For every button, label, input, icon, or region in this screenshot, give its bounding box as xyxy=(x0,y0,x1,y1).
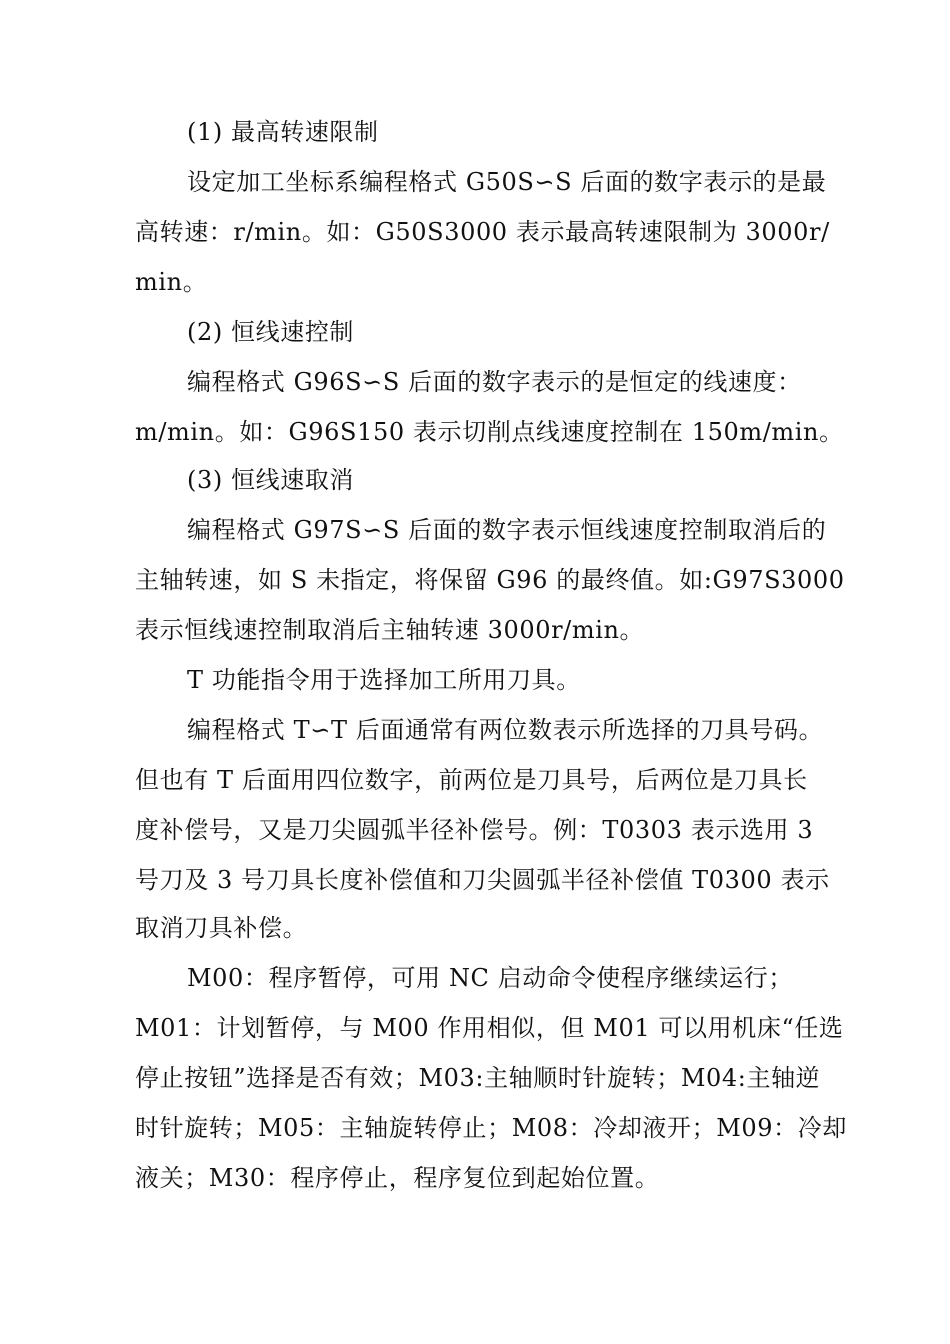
paragraph-line: 液关；M30：程序停止，程序复位到起始位置。 xyxy=(135,1164,660,1192)
paragraph-line: 时针旋转；M05：主轴旋转停止；M08：冷却液开；M09：冷却 xyxy=(135,1114,847,1142)
paragraph-line: 度补偿号，又是刀尖圆弧半径补偿号。例：T0303 表示选用 3 xyxy=(135,816,814,844)
paragraph-line: 高转速：r/min。如：G50S3000 表示最高转速限制为 3000r/ xyxy=(135,218,830,246)
heading-constant-speed-cancel: (3) 恒线速取消 xyxy=(187,466,355,494)
paragraph-line: 停止按钮”选择是否有效；M03:主轴顺时针旋转；M04:主轴逆 xyxy=(135,1064,821,1092)
paragraph-line: 主轴转速，如 S 未指定，将保留 G96 的最终值。如:G97S3000 xyxy=(135,566,845,594)
paragraph-line: 设定加工坐标系编程格式 G50S∽S 后面的数字表示的是最 xyxy=(187,168,827,196)
paragraph-line: 编程格式 T∽T 后面通常有两位数表示所选择的刀具号码。 xyxy=(187,716,824,744)
heading-max-speed-limit: (1) 最高转速限制 xyxy=(187,118,379,146)
paragraph-line: 号刀及 3 号刀具长度补偿值和刀尖圆弧半径补偿值 T0300 表示 xyxy=(135,866,830,894)
paragraph-line: 编程格式 G97S∽S 后面的数字表示恒线速度控制取消后的 xyxy=(187,516,827,544)
heading-constant-surface-speed: (2) 恒线速控制 xyxy=(187,318,355,346)
paragraph-line: m/min。如：G96S150 表示切削点线速度控制在 150m/min。 xyxy=(135,418,844,446)
paragraph-line: 编程格式 G96S∽S 后面的数字表示的是恒定的线速度： xyxy=(187,368,802,396)
paragraph-line: min。 xyxy=(135,268,208,296)
paragraph-line: 表示恒线速控制取消后主轴转速 3000r/min。 xyxy=(135,616,645,644)
paragraph-line: 但也有 T 后面用四位数字，前两位是刀具号，后两位是刀具长 xyxy=(135,766,808,794)
paragraph-m-codes: M00：程序暂停，可用 NC 启动命令使程序继续运行； xyxy=(187,964,793,992)
paragraph-t-function: T 功能指令用于选择加工所用刀具。 xyxy=(187,666,581,694)
paragraph-line: M01：计划暂停，与 M00 作用相似，但 M01 可以用机床“任选 xyxy=(135,1014,844,1042)
paragraph-line: 取消刀具补偿。 xyxy=(135,914,308,942)
